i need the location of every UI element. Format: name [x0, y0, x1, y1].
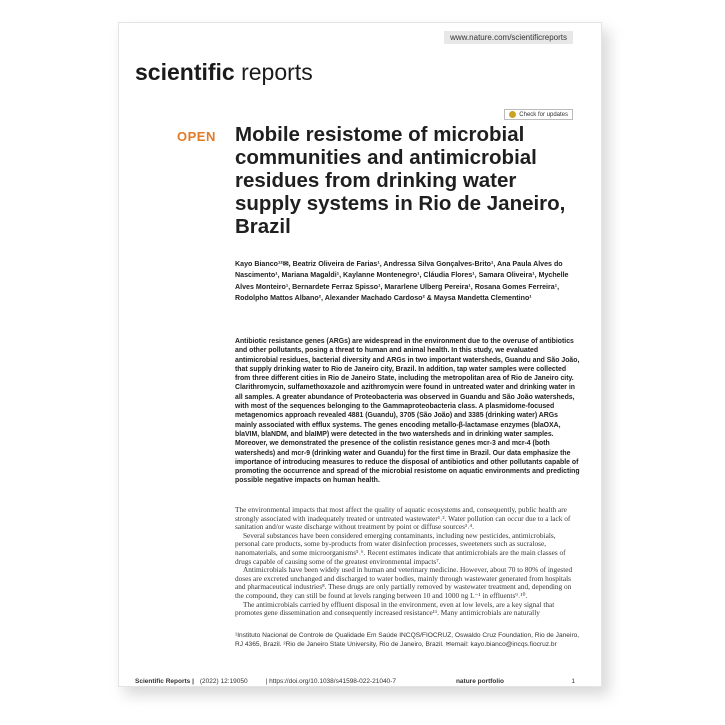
- check-for-updates-label: Check for updates: [519, 111, 568, 118]
- body-text: [235, 506, 580, 618]
- body-paragraph: Antimicrobials have been widely used in human and veterinary medicine. However, about 70 to 80% of ingested doses are excreted unchanged and discharged to water bodies, mainly through wastewater generated from hospitals and pharmaceutical industries⁸. These drugs are only partially removed by wastewater treatment and, depending on the compound, they can still be found at levels ranging between 10 and 1000 ng L⁻¹ in effluents⁹˒¹⁰.: [235, 565, 573, 600]
- journal-url[interactable]: www.nature.com/scientificreports: [444, 31, 573, 44]
- body-paragraph: The antimicrobials carried by effluent disposal in the environment, even at low levels, are a key signal that promotes gene dissemination and consequently increased resistance¹¹. Many antimicrobials are naturally: [235, 599, 555, 618]
- body-paragraph: Several substances have been considered emerging contaminants, including new pesticides, antimicrobials, personal care products, some by-products from water disinfection processes, sweeteners such as sucralose, nanomaterials, and some microorganisms⁵˒⁶. Recent estimates indicate that antimicrobials are the main classes of drugs capable of causing some of the greatest environmental impacts⁷.: [235, 530, 566, 566]
- nature-portfolio-logo: nature portfolio: [455, 678, 504, 685]
- journal-logo-bold: scientific: [135, 59, 235, 85]
- journal-logo: [135, 59, 313, 86]
- open-access-label: OPEN: [177, 129, 216, 144]
- abstract: Antibiotic resistance genes (ARGs) are widespread in the environment due to the overuse of antibiotics and other pollutants, posing a threat to human and animal health. In this study, we evaluated antimicrobial residues, bacterial diversity and ARGs in two important watersheds, Guandu and São João, that supply drinking water to Rio de Janeiro city, Brazil. In addition, tap water samples were collected from three different cities in Rio de Janeiro State, including the metropolitan area of Rio de Janeiro city. Clarithromycin, sulfamethoxazole and azithromycin were found in untreated water and drinking water in all samples. A greater abundance of Proteobacteria was observed in Guandu and São João watersheds, with most of the sequences belonging to the Gammaproteobacteria class. A plasmidome-focused metagenomics approach revealed 4881 (Guandu), 3705 (São João) and 3385 (drinking water) ARGs mainly associated with efflux systems. The genes encoding metallo-β-lactamase enzymes (blaOXA, blaVIM, blaNDM, and blaIMP) were detected in the two watersheds and in drinking water samples. Moreover, we demonstrated the presence of the colistin resistance genes mcr-3 and mcr-4 (both watersheds) and mcr-9 (drinking water and Guandu) for the first time in Brazil. Our data emphasize the importance of introducing measures to reduce the disposal of antibiotics and other pollutants capable of promoting the occurrence and spread of the microbial resistome on aquatic environments and predicting possible negative impacts on human health.: [235, 338, 580, 485]
- affiliations: ¹Instituto Nacional de Controle de Qualidade Em Saúde INCQS/FIOCRUZ, Oswaldo Cruz Foundation, Rio de Janeiro, RJ 4365, Brazil. ²Rio de Janeiro State University, Rio de Janeiro, Brazil. ✉email: kayo.bianco@incqs.fiocruz.br: [235, 632, 580, 648]
- body-paragraph: The environmental impacts that most affect the quality of aquatic ecosystems and, consequently, public health are strongly associated with inadequately treated or untreated wastewater¹˒². Water pollution can occur due to a lack of sanitation and/or waste discharge without treatment by point or diffuse sources³˒⁴.: [235, 505, 571, 532]
- footer-journal: Scientific Reports |: [135, 678, 194, 685]
- page-footer: [135, 678, 575, 685]
- check-for-updates-button[interactable]: [504, 109, 573, 120]
- footer-doi-link[interactable]: | https://doi.org/10.1038/s41598-022-21040-7: [265, 678, 396, 685]
- article-title: Mobile resistome of microbial communities and antimicrobial residues from drinking water supply systems in Rio de Janeiro, Brazil: [235, 123, 566, 238]
- page-number: 1: [571, 678, 575, 685]
- journal-logo-light: reports: [234, 59, 313, 85]
- author-list: Kayo Bianco¹²✉, Beatriz Oliveira de Farias¹, Andressa Silva Gonçalves-Brito¹, Ana Paula Alves do Nascimento¹, Mariana Magaldi¹, Kaylanne Montenegro¹, Cláudia Flores¹, Samara Oliveira¹, Mychelle Alves Monteiro¹, Bernardete Ferraz Spisso¹, Mararlene Ulberg Pereira¹, Rosana Gomes Ferreira¹, Rodolpho Mattos Albano², Alexander Machado Cardoso² & Maysa Mandetta Clementino¹: [235, 260, 569, 303]
- update-badge-icon: [509, 111, 516, 118]
- footer-year: (2022) 12:19050: [199, 678, 248, 685]
- article-page: [118, 22, 602, 687]
